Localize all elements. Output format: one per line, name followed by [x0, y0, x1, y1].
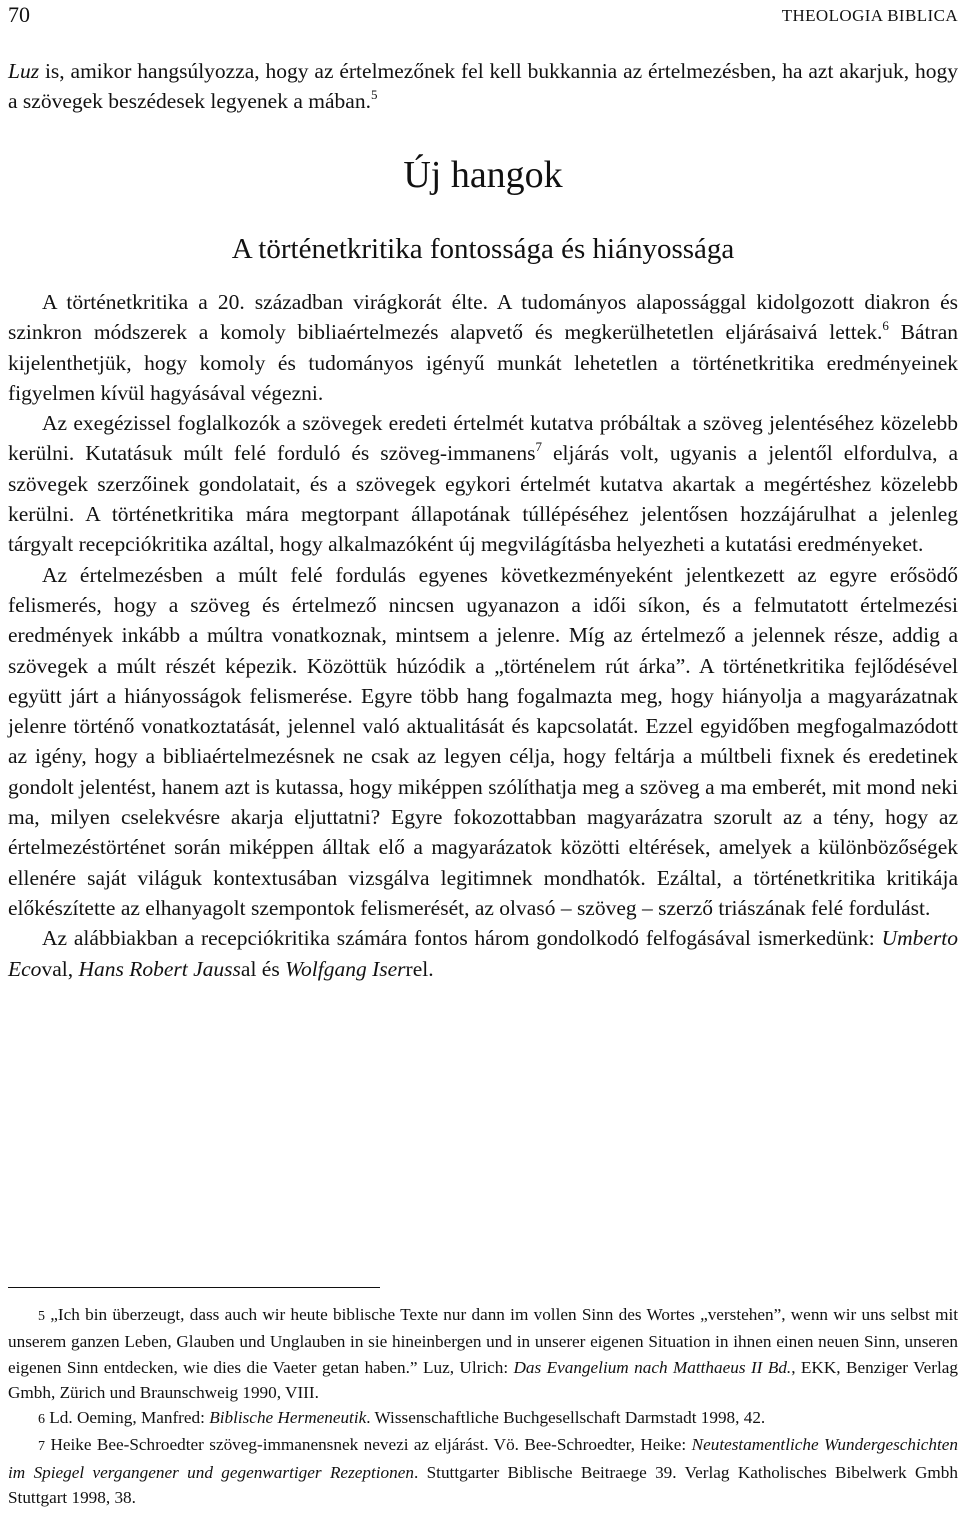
footnote-7-text-a: Heike Bee-Schroedter szöveg-immanensnek nevezi az eljárást. Vö. Bee-Schroedter, Heike: [45, 1435, 692, 1455]
page-number: 70 [8, 2, 30, 27]
paragraph-1-text-a: A történetkritika a 20. században virágkorát élte. A tudományos alapossággal kidolgozott diakron és szinkron módszerek a komoly bibliaértelmezés alapvető és megkerülhetetlen eljárásaivá lettek. [8, 290, 958, 345]
paragraph-4 [8, 923, 958, 984]
footnote-6-text-a: Ld. Oeming, Manfred: [45, 1408, 210, 1428]
intro-author: Luz [8, 59, 40, 83]
footnote-ref-6[interactable]: 6 [882, 318, 889, 334]
footnote-5 [8, 1302, 958, 1405]
paragraph-2 [8, 408, 958, 559]
intro-text: is, amikor hangsúlyozza, hogy az értelmezőnek fel kell bukkannia az értelmezésben, ha azt akarjuk, hogy a szövegek beszédesek legyenek a mában. [8, 59, 958, 113]
suffix-jauss: al és [240, 956, 286, 981]
footnote-5-title: Das Evangelium nach Matthaeus II Bd. [513, 1357, 792, 1377]
footnote-6-title: Biblische Hermeneutik [209, 1408, 367, 1428]
section-subtitle: A történetkritika fontossága és hiányossága [231, 233, 735, 265]
footnote-6-number: 6 [38, 1412, 45, 1428]
footnote-7 [8, 1432, 958, 1510]
footnote-ref-5[interactable]: 5 [370, 86, 378, 102]
footnote-6-text-b: . Wissenschaftliche Buchgesellschaft Darmstadt 1998, 42. [366, 1408, 766, 1428]
body-text [8, 287, 958, 984]
footnote-separator [8, 1287, 380, 1288]
suffix-eco: val, [41, 956, 79, 981]
author-jauss: Hans Robert Jauss [78, 956, 241, 981]
footnote-7-text-b: . Stuttgarter Biblische Beitraege 39. Verlag Katholisches Bibelwerk Gmbh Stuttgart 1998, 38. [8, 1462, 958, 1508]
footnote-5-number: 5 [38, 1309, 45, 1324]
author-eco: Umberto Eco [8, 926, 958, 981]
footnote-7-number: 7 [38, 1439, 45, 1455]
paragraph-2-text-b: eljárás volt, ugyanis a jelentől elfordulva, a szövegek szerzőinek gondolatait, és a szövegek egykori értelmét kutatva akartak a megértéshez közelebb kerülni. A történetkritika mára megtorpant állapotának túllépéséhez jelentősen hozzájárulhat a jelenleg tárgyalt recepciókritika azáltal, hogy alkalmazóként új megvilágításba helyezheti a kutatási eredményeket. [8, 441, 958, 557]
paragraph-2-text-a: Az exegézissel foglalkozók a szövegek eredeti értelmét kutatva próbáltak a szöveg jelentéséhez közelebb kerülni. Kutatásuk múlt felé forduló és szöveg-immanens [8, 411, 958, 466]
paragraph-3: Az értelmezésben a múlt felé fordulás egyenes következményeként jelentkezett az egyre erősödő felismerés, hogy a szöveg és értelmező nincsen ugyanazon a idői síkon, és a felmutatott értelmezési eredmények inkább a múltra vonatkoznak, mintsem a jelenre. Míg az értelmező a jelennek része, addig a szövegek a múlt részét képezik. Közöttük húzódik a „történelem rút árka”. A történetkritika fejlődésével együtt járt a hiányosságok felismerése. Egyre több hang fogalmazta meg, hogy hiányolja a magyarázatnak jelenre történő vonatkoztatását, jelennel való aktualitását és kapcsolatát. Ezzel egyidőben megfogalmazódott az igény, hogy a bibliaértelmezésnek ne csak az legyen célja, hogy feltárja a múltbeli fixnek és eredetinek gondolt jelentést, hanem azt is kutassa, hogy miképpen szólíthatja meg a szöveg a ma emberét, mit mond neki ma, milyen cselekvésre akarja eljuttatni? Egyre fokozottabban magyarázatra szorult az a tény, hogy az értelmezéstörténet során miképpen álltak elő a magyarázatok közötti eltérések, amelyek a különbözőségek ellenére saját világuk kontextusában vizsgálva legitimnek mondhatók. Ezáltal, a történetkritika kritikája előkészítette az elhanyagolt szempontok felismerését, az olvasó – szöveg – szerző triászának felé fordulást. [8, 562, 958, 920]
paragraph-4-text: Az alábbiakban a recepciókritika számára fontos három gondolkodó felfogásával ismerkedünk: [42, 926, 882, 951]
suffix-iser: rel. [405, 956, 434, 981]
intro-paragraph [8, 57, 958, 116]
section-title: Új hangok [403, 154, 563, 196]
footnote-ref-7[interactable]: 7 [535, 439, 542, 455]
footnote-7-title: Neutestamentliche Wundergeschichten im Spiegel vergangener und gegenwartiger Rezeptionen [8, 1435, 959, 1482]
page-header [8, 2, 958, 32]
footnote-5-text-b: , EKK, Benziger Verlag Gmbh, Zürich und Braunschweig 1990, VIII. [8, 1357, 958, 1402]
running-head: THEOLOGIA BIBLICA [781, 6, 958, 25]
footnote-5-text-a: „Ich bin überzeugt, dass auch wir heute biblische Texte nur dann im vollen Sinn des Wortes „verstehen”, wenn wir uns selbst mit unserem ganzen Leben, Glauben und Unglauben in sie hineinbergen und in unserer eigenen Situation in ihnen einen neuen Sinn, unseren eigenen Sinn entdecken, wie dies die Vaeter getan haben.” Luz, Ulrich: [8, 1305, 958, 1377]
paragraph-1-text-b: Bátran kijelenthetjük, hogy komoly és tudományos igényű munkát lehetetlen a történetkritika eredményeinek figyelmen kívül hagyásával végezni. [8, 320, 958, 405]
footnote-6 [8, 1405, 958, 1432]
footnotes [8, 1302, 958, 1510]
author-iser: Wolfgang Iser [285, 956, 406, 981]
paragraph-1 [8, 287, 958, 408]
